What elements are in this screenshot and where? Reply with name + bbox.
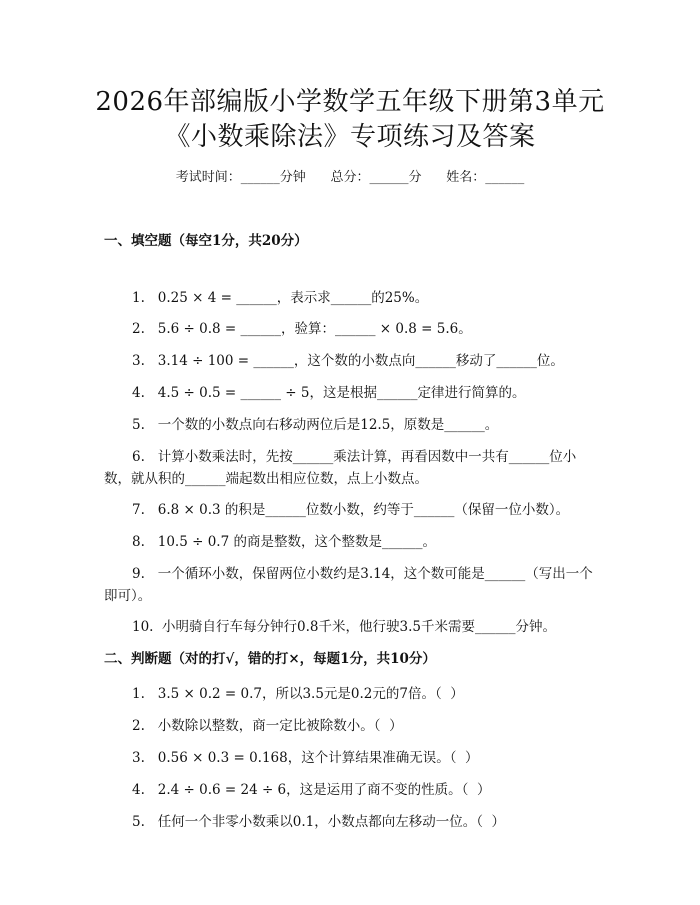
- section-heading-fill-blank: 一、填空题（每空1分，共20分）: [104, 233, 308, 249]
- question-item: 5. 任何一个非零小数乘以0.1，小数点都向左移动一位。（ ）: [132, 814, 506, 830]
- question-item: 5. 一个数的小数点向右移动两位后是12.5，原数是______。: [132, 417, 499, 433]
- question-item: 6. 计算小数乘法时，先按______乘法计算，再看因数中一共有______位小数，就从积的______端起数出相应位数，点上小数点。: [104, 449, 577, 487]
- question-item: 4. 4.5 ÷ 0.5 = ______ ÷ 5，这是根据______定律进行简算的。: [132, 385, 526, 401]
- question-item: 8. 10.5 ÷ 0.7 的商是整数，这个整数是______。: [132, 534, 436, 550]
- title-line-2: 《小数乘除法》专项练习及答案: [164, 122, 536, 152]
- title-line-1: 2026年部编版小学数学五年级下册第3单元: [95, 87, 605, 117]
- question-item: 7. 6.8 × 0.3 的积是______位数小数，约等于______（保留一位小数）。: [132, 502, 570, 518]
- question-item: 10. 小明骑自行车每分钟行0.8千米，他行驶3.5千米需要______分钟。: [132, 619, 556, 635]
- question-item: 1. 3.5 × 0.2 = 0.7，所以3.5元是0.2元的7倍。（ ）: [132, 686, 464, 702]
- question-item: 9. 一个循环小数，保留两位小数约是3.14，这个数可能是______（写出一个即可）。: [104, 566, 593, 604]
- question-item: 3. 0.56 × 0.3 = 0.168，这个计算结果准确无误。（ ）: [132, 750, 479, 766]
- exam-info-line: 考试时间：______分钟 总分：______分 姓名：______: [175, 170, 525, 185]
- question-item: 4. 2.4 ÷ 0.6 = 24 ÷ 6，这是运用了商不变的性质。（ ）: [132, 782, 491, 798]
- section-heading-true-false: 二、判断题（对的打√，错的打×，每题1分，共10分）: [104, 651, 436, 667]
- question-item: 2. 小数除以整数，商一定比被除数小。（ ）: [132, 718, 403, 734]
- question-item: 2. 5.6 ÷ 0.8 = ______，验算：______ × 0.8 = 5.6。: [132, 321, 472, 337]
- question-item: 1. 0.25 × 4 = ______，表示求______的25%。: [132, 290, 429, 306]
- question-item: 3. 3.14 ÷ 100 = ______，这个数的小数点向______移动了______位。: [132, 353, 564, 369]
